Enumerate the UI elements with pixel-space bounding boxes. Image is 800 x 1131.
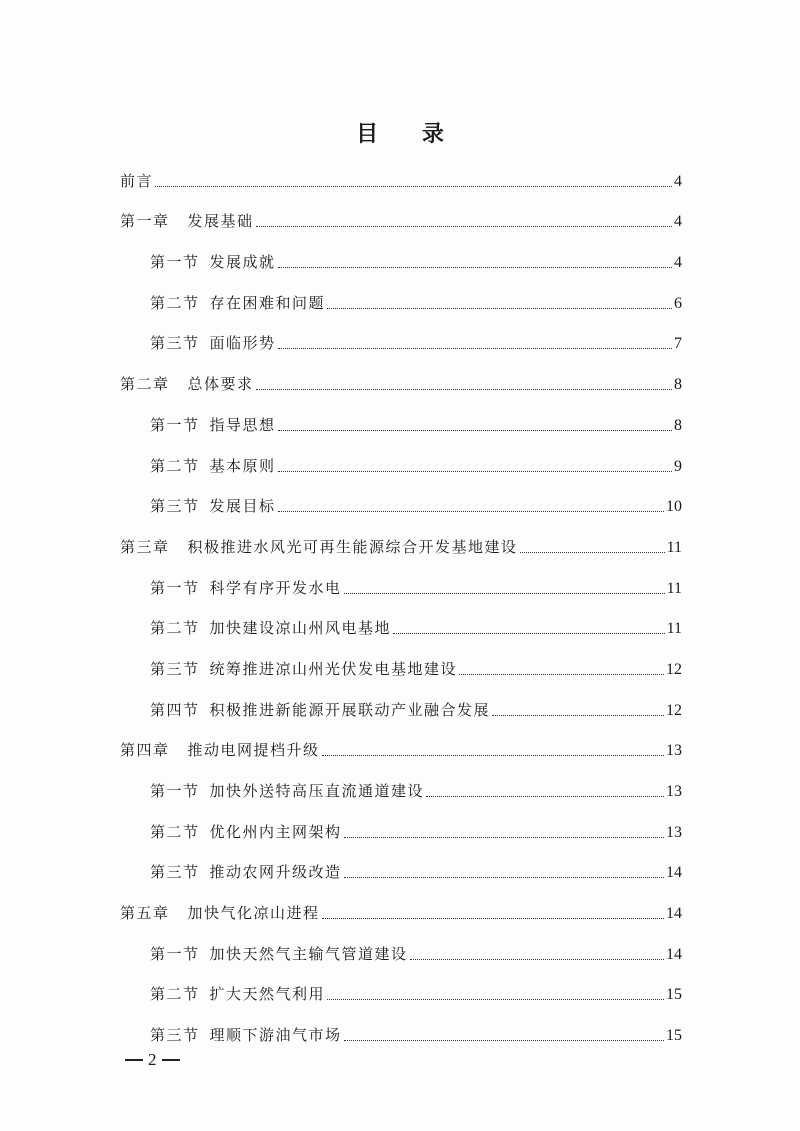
toc-entry-title: 积极推进新能源开展联动产业融合发展	[209, 700, 491, 719]
toc-entry-label: 第一节	[150, 578, 200, 597]
toc-dot-leader	[322, 917, 664, 919]
toc-entry-title: 总体要求	[187, 375, 254, 394]
toc-dot-leader	[278, 510, 664, 512]
toc-entry-label: 第二章	[120, 375, 170, 394]
toc-entry-title: 加快外送特高压直流通道建设	[209, 782, 425, 800]
toc-entry-label: 第一节	[150, 782, 200, 800]
toc-page-number: 14	[666, 905, 682, 923]
toc-dot-leader	[327, 307, 672, 309]
toc-entry-title: 统筹推进凉山州光伏发电基地建设	[209, 659, 458, 678]
toc-page-number: 14	[666, 945, 682, 963]
toc-dot-leader	[155, 185, 672, 187]
toc-chapter-entry[interactable]	[120, 516, 682, 557]
toc-entry-label: 第一章	[120, 212, 170, 231]
toc-entry-title: 发展目标	[209, 497, 276, 516]
toc-dot-leader	[492, 714, 664, 716]
toc-entry-label: 第二节	[150, 619, 200, 638]
toc-entry-label: 第三章	[120, 537, 170, 556]
toc-entry-title: 指导思想	[209, 415, 276, 434]
toc-dot-leader	[344, 876, 664, 878]
toc-entry-label: 第二节	[150, 293, 200, 312]
toc-section-entry[interactable]	[120, 476, 682, 517]
toc-entry-title: 加快建设凉山州风电基地	[209, 619, 392, 638]
toc-entry-title: 发展成就	[209, 253, 276, 272]
toc-page-number: 6	[674, 294, 682, 312]
toc-chapter-entry[interactable]	[120, 882, 682, 923]
toc-dot-leader	[393, 632, 665, 634]
toc-section-entry[interactable]	[120, 923, 682, 964]
toc-entry-title: 推动电网提档升级	[187, 741, 320, 760]
toc-section-entry[interactable]	[120, 964, 682, 1005]
toc-entry-title: 发展基础	[187, 212, 254, 231]
toc-entry-label: 第一节	[150, 415, 200, 434]
toc-entry-label: 第二节	[150, 985, 200, 1004]
toc-entry-title: 理顺下游油气市场	[209, 1026, 342, 1045]
toc-chapter-entry[interactable]	[120, 191, 682, 232]
toc-section-entry[interactable]	[120, 435, 682, 476]
toc-dot-leader	[344, 836, 664, 838]
toc-entry-label: 第四节	[150, 700, 200, 719]
toc-page-number: 8	[674, 416, 682, 434]
toc-entry-label: 第三节	[150, 659, 200, 678]
toc-entry-label: 第四章	[120, 741, 170, 760]
toc-entry-label: 第一节	[150, 944, 200, 963]
toc-dot-leader	[256, 388, 672, 390]
toc-entry-title: 加快气化凉山进程	[187, 904, 320, 923]
toc-section-entry[interactable]	[120, 272, 682, 313]
toc-entry-title: 优化州内主网架构	[209, 822, 342, 841]
toc-page-number: 13	[666, 823, 682, 841]
table-of-contents	[120, 150, 682, 1045]
toc-entry-label: 第三节	[150, 334, 200, 353]
toc-dot-leader	[278, 266, 672, 268]
toc-entry-label: 第二节	[150, 456, 200, 475]
toc-section-entry[interactable]	[120, 638, 682, 679]
toc-dot-leader	[426, 795, 664, 797]
toc-dot-leader	[459, 673, 664, 675]
toc-entry-label: 前言	[120, 171, 154, 190]
toc-entry-title: 推动农网升级改造	[209, 863, 342, 882]
toc-section-entry[interactable]	[120, 394, 682, 435]
toc-entry-title: 存在困难和问题	[209, 293, 326, 312]
footer-page-number: 2	[148, 1050, 157, 1069]
toc-section-entry[interactable]	[120, 679, 682, 720]
footer-dash-left	[125, 1059, 143, 1060]
toc-dot-leader	[344, 1039, 664, 1041]
toc-page-number: 9	[674, 457, 682, 475]
toc-section-entry[interactable]	[120, 1004, 682, 1045]
toc-page-number: 4	[674, 213, 682, 231]
toc-dot-leader	[278, 347, 672, 349]
toc-entry-title: 扩大天然气利用	[209, 985, 326, 1004]
toc-section-entry[interactable]	[120, 557, 682, 598]
toc-dot-leader	[520, 551, 665, 553]
toc-entry-title: 基本原则	[209, 456, 276, 475]
toc-entry-label: 第三节	[150, 1026, 200, 1045]
toc-entry-label: 第三节	[150, 497, 200, 516]
toc-preface-entry[interactable]	[120, 150, 682, 191]
toc-page-number: 7	[674, 335, 682, 353]
toc-section-entry[interactable]	[120, 842, 682, 883]
toc-page-number: 11	[666, 620, 682, 638]
toc-dot-leader	[410, 958, 664, 960]
toc-page-number: 4	[674, 172, 682, 190]
toc-entry-title: 面临形势	[209, 334, 276, 353]
toc-page-number: 14	[666, 864, 682, 882]
toc-entry-title: 科学有序开发水电	[209, 578, 342, 597]
toc-dot-leader	[327, 998, 664, 1000]
toc-dot-leader	[344, 592, 665, 594]
toc-section-entry[interactable]	[120, 231, 682, 272]
toc-entry-label: 第三节	[150, 863, 200, 882]
page-title: 目 录	[356, 120, 462, 147]
toc-page-number: 4	[674, 254, 682, 272]
toc-entry-label: 第二节	[150, 822, 200, 841]
toc-section-entry[interactable]	[120, 313, 682, 354]
toc-entry-title: 加快天然气主输气管道建设	[209, 944, 408, 963]
toc-page-number: 12	[666, 701, 682, 719]
toc-entry-label: 第一节	[150, 253, 200, 272]
toc-section-entry[interactable]	[120, 801, 682, 842]
toc-page-number: 11	[666, 579, 682, 597]
toc-page-number: 13	[666, 742, 682, 760]
toc-page-number: 10	[666, 498, 682, 516]
toc-page-number: 15	[666, 986, 682, 1004]
toc-page-number: 13	[666, 783, 682, 800]
toc-dot-leader	[322, 754, 664, 756]
toc-section-entry[interactable]	[120, 760, 682, 801]
toc-dot-leader	[278, 470, 672, 472]
toc-dot-leader	[256, 225, 672, 227]
toc-page-number: 12	[666, 660, 682, 678]
toc-chapter-entry[interactable]	[120, 720, 682, 761]
toc-section-entry[interactable]	[120, 598, 682, 639]
toc-page-number: 8	[674, 376, 682, 394]
toc-entry-title: 积极推进水风光可再生能源综合开发基地建设	[187, 537, 518, 556]
toc-dot-leader	[278, 429, 672, 431]
toc-page-number: 15	[666, 1027, 682, 1045]
page-footer	[120, 1050, 185, 1070]
footer-dash-right	[162, 1059, 180, 1060]
toc-chapter-entry[interactable]	[120, 353, 682, 394]
toc-page-number: 11	[666, 538, 682, 556]
toc-entry-label: 第五章	[120, 904, 170, 923]
